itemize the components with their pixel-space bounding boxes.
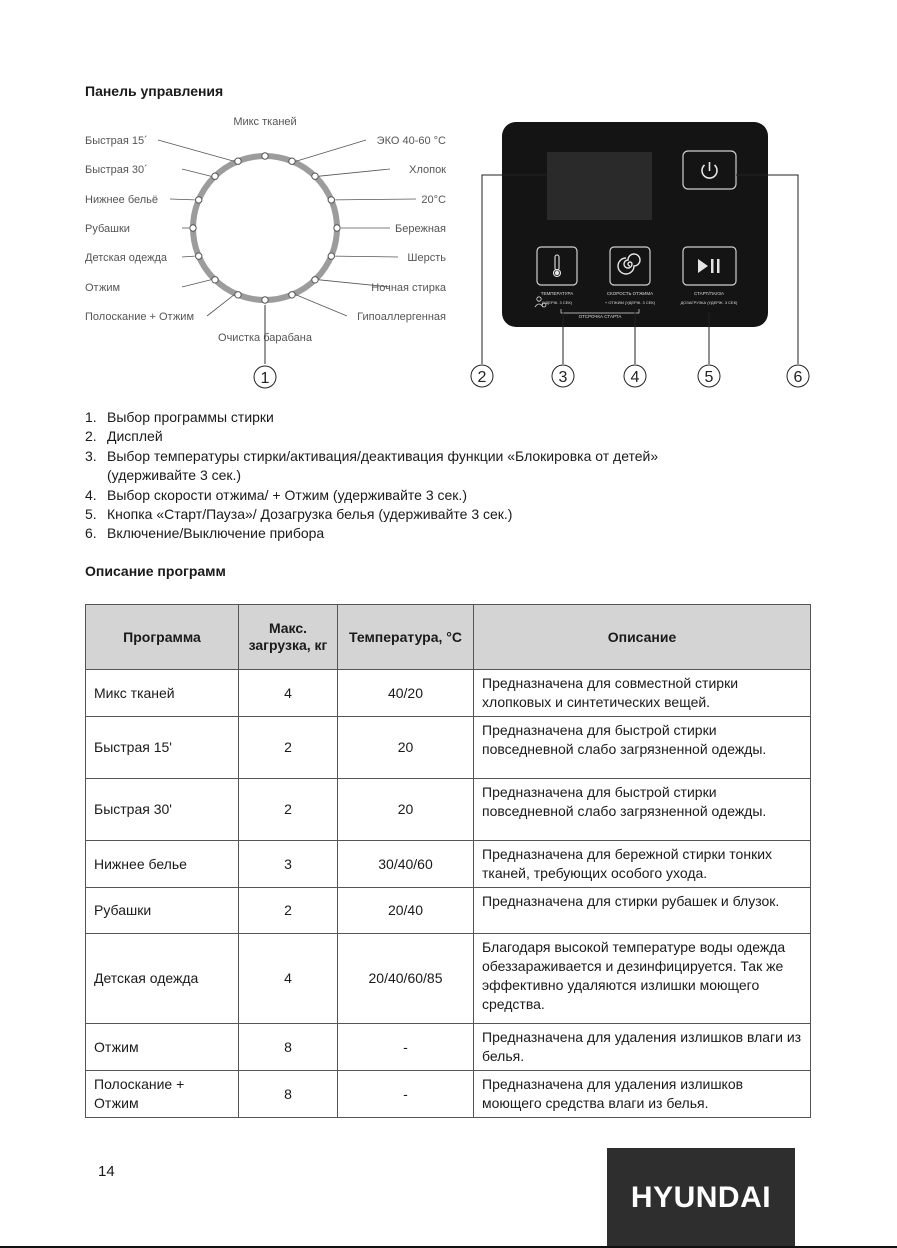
cell-temperature: 20	[338, 779, 474, 841]
list-item	[85, 408, 745, 427]
list-item	[85, 447, 745, 486]
start-pause-button	[683, 247, 736, 285]
cell-program: Отжим	[86, 1024, 239, 1071]
dial-label-right: Ночная стирка	[371, 282, 446, 294]
cell-temperature: -	[338, 1024, 474, 1071]
start-pause-label: СТАРТ/ПАУЗА	[693, 291, 725, 296]
dial-dot	[235, 292, 241, 298]
dial-dot	[212, 277, 218, 283]
cell-program: Рубашки	[86, 888, 239, 934]
cell-max-load: 4	[239, 934, 338, 1024]
list-item-number: 5.	[85, 506, 97, 523]
list-item-number: 6.	[85, 525, 97, 542]
cell-program: Нижнее белье	[86, 841, 239, 888]
spin-speed-label: СКОРОСТЬ ОТЖИМА	[606, 291, 654, 296]
dial-label-left: Отжим	[85, 282, 121, 294]
dial-dot	[212, 173, 218, 179]
cell-description: Предназначена для удаления излишков влаги из белья.	[474, 1024, 811, 1071]
list-item-number: 4.	[85, 486, 97, 503]
start-pause-sublabel: ДОЗАГРУЗКА (УДЕРЖ. 3 СЕК)	[680, 300, 738, 305]
cell-description: Предназначена для совместной стирки хлопковых и синтетических вещей.	[474, 670, 811, 717]
header-temperature: Температура, °C	[338, 605, 474, 670]
table-row	[86, 717, 811, 779]
dial-label-right: ЭКО 40-60 °C	[376, 135, 446, 147]
dial-dot	[312, 277, 318, 283]
dial-dot	[312, 173, 318, 179]
dial-label-left: Нижнее бельё	[85, 194, 159, 206]
callout-number: 6	[793, 369, 803, 386]
programs-table	[85, 604, 811, 1118]
dial-dot	[328, 253, 334, 259]
dial-dot	[190, 225, 196, 231]
table-row	[86, 779, 811, 841]
cell-max-load: 8	[239, 1071, 338, 1118]
table-row	[86, 888, 811, 934]
cell-description: Благодаря высокой температуре воды одежда обеззараживается и дезинфицируется. Так же эффективно удаляются излишки моющего средства.	[474, 934, 811, 1024]
dial-label-top: Микс тканей	[233, 116, 297, 128]
dial-label-right: Хлопок	[409, 164, 446, 176]
cell-max-load: 3	[239, 841, 338, 888]
list-item-number: 2.	[85, 428, 97, 445]
cell-max-load: 2	[239, 888, 338, 934]
cell-max-load: 2	[239, 717, 338, 779]
cell-program: Быстрая 30'	[86, 779, 239, 841]
callout-number: 3	[558, 369, 568, 386]
cell-description: Предназначена для быстрой стирки повседневной слабо загрязненной одежды.	[474, 717, 811, 779]
table-row	[86, 934, 811, 1024]
list-item	[85, 427, 745, 446]
temperature-sublabel: (УДЕРЖ. 3 СЕК)	[541, 300, 573, 305]
dial-label-right: Бережная	[395, 223, 446, 235]
dial-dot	[289, 292, 295, 298]
cell-max-load: 8	[239, 1024, 338, 1071]
cell-temperature: 40/20	[338, 670, 474, 717]
dial-label-right: Гипоаллергенная	[357, 311, 446, 323]
dial-dot	[235, 158, 241, 164]
table-row	[86, 670, 811, 717]
list-item-number: 1.	[85, 409, 97, 425]
dial-label-left: Быстрая 30´	[85, 164, 148, 176]
table-row	[86, 1024, 811, 1071]
dial-label-right: Шерсть	[407, 252, 446, 264]
list-item	[85, 524, 745, 543]
list-item-number: 3.	[85, 447, 97, 464]
program-dial-diagram	[0, 100, 460, 395]
dial-dot-bottom	[262, 297, 268, 303]
cell-program: Полоскание + Отжим	[86, 1071, 239, 1118]
list-item-text: Кнопка «Старт/Пауза»/ Дозагрузка белья (удерживайте 3 сек.)	[107, 506, 513, 523]
control-panel-diagram	[460, 110, 897, 400]
dial-label-left: Быстрая 15´	[85, 135, 148, 147]
temperature-button	[537, 247, 577, 285]
cell-description: Предназначена для стирки рубашек и блузок.	[474, 888, 811, 934]
dial-dot	[289, 158, 295, 164]
cell-program: Микс тканей	[86, 670, 239, 717]
list-item-text: Дисплей	[107, 428, 163, 445]
header-description: Описание	[474, 605, 811, 670]
dial-dot	[328, 197, 334, 203]
table-row	[86, 1071, 811, 1118]
dial-label-left: Детская одежда	[85, 252, 167, 264]
header-max-load: Макс. загрузка, кг	[239, 605, 338, 670]
panel-heading: Панель управления	[85, 83, 224, 99]
list-item	[85, 505, 745, 524]
callout-number: 5	[704, 369, 714, 386]
dial-label-left: Рубашки	[85, 223, 130, 235]
delay-start-label: ОТСРОЧКА СТАРТА	[578, 314, 622, 319]
panel-legend-list	[85, 408, 745, 544]
cell-description: Предназначена для быстрой стирки повседневной слабо загрязненной одежды.	[474, 779, 811, 841]
list-item-text: Выбор температуры стирки/активация/деактивация функции «Блокировка от детей» (удерживайте 3 сек.)	[107, 447, 659, 484]
cell-temperature: 20/40/60/85	[338, 934, 474, 1024]
dial-label-bottom: Очистка барабана	[218, 332, 312, 344]
temperature-label: ТЕМПЕРАТУРА	[540, 291, 574, 296]
cell-temperature: -	[338, 1071, 474, 1118]
table-header-row	[86, 605, 811, 670]
callout-number: 4	[630, 369, 640, 386]
cell-temperature: 20	[338, 717, 474, 779]
dial-dot	[196, 197, 202, 203]
dial-dot	[196, 253, 202, 259]
cell-program: Детская одежда	[86, 934, 239, 1024]
header-program: Программа	[86, 605, 239, 670]
cell-temperature: 20/40	[338, 888, 474, 934]
list-item	[85, 486, 745, 505]
cell-description: Предназначена для бережной стирки тонких тканей, требующих особого ухода.	[474, 841, 811, 888]
list-item-text: Выбор программы стирки	[107, 409, 274, 425]
cell-max-load: 4	[239, 670, 338, 717]
cell-description: Предназначена для удаления излишков моющего средства влаги из белья.	[474, 1071, 811, 1118]
cell-temperature: 30/40/60	[338, 841, 474, 888]
display	[547, 152, 652, 220]
programs-heading: Описание программ	[85, 563, 226, 579]
list-item-text: Включение/Выключение прибора	[107, 525, 325, 542]
callout-1-label: 1	[260, 370, 270, 387]
dial-label-left: Полоскание + Отжим	[85, 311, 195, 323]
page-number: 14	[98, 1163, 115, 1180]
dial-label-right: 20°C	[421, 194, 446, 206]
table-row	[86, 841, 811, 888]
cell-program: Быстрая 15'	[86, 717, 239, 779]
brand-logo: HYUNDAI	[607, 1148, 795, 1248]
cell-max-load: 2	[239, 779, 338, 841]
dial-dot	[334, 225, 340, 231]
spin-speed-sublabel: + ОТЖИМ (УДЕРЖ. 3 СЕК)	[604, 300, 656, 305]
callout-number: 2	[477, 369, 487, 386]
dial-dot-top	[262, 153, 268, 159]
list-item-text: Выбор скорости отжима/ + Отжим (удерживайте 3 сек.)	[107, 486, 467, 503]
